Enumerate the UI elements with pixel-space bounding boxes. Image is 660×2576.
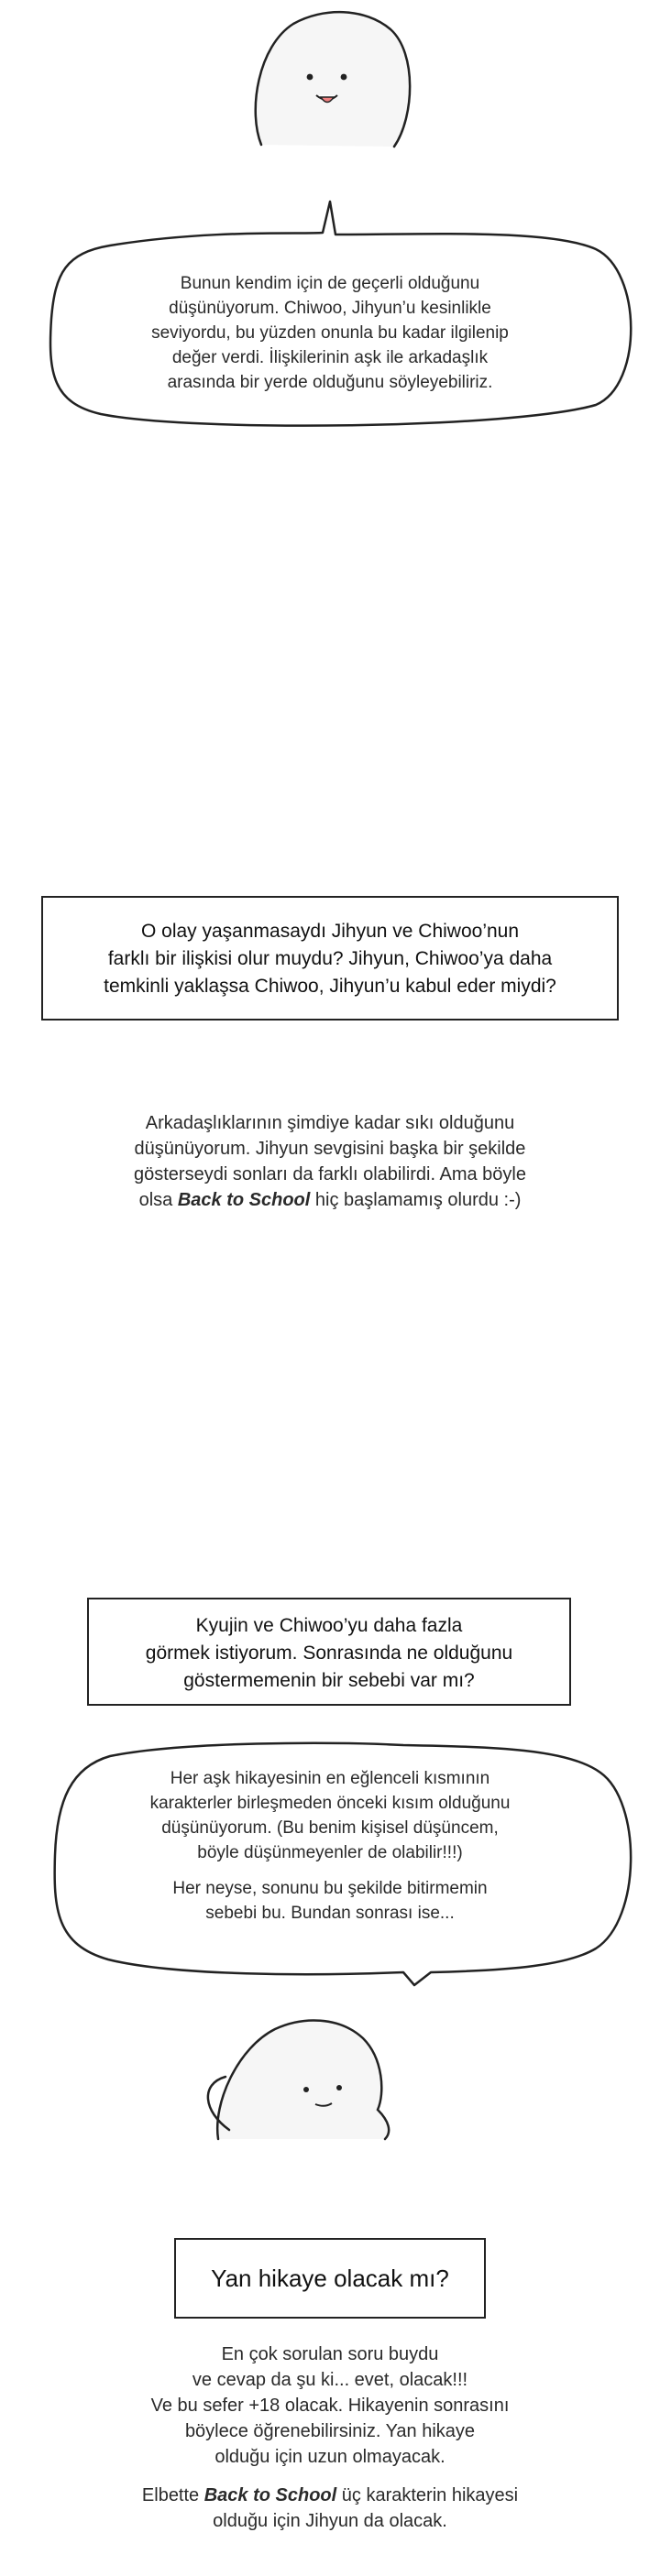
question-line: temkinli yaklaşsa Chiwoo, Jihyun’u kabul eder miydi? [104,976,556,997]
question-line: görmek istiyorum. Sonrasında ne olduğunu [145,1643,513,1664]
question-line: O olay yaşanmasaydı Jihyun ve Chiwoo’nun [140,921,520,942]
answer-3-text [55,2341,605,2534]
mascot-left-eye [307,74,314,81]
answer-text-prefix: Elbette [141,2485,204,2505]
bubble-line: karakterler birleşmeden önceki kısım olduğunu [149,1794,511,1813]
bubble-line: böyle düşünmeyenler de olabilir!!!) [197,1843,463,1862]
mascot-character-top [0,0,660,183]
answer-line: olduğu için uzun olmayacak. [214,2447,446,2467]
answer-text-suffix: hiç başlamamış olurdu :-) [310,1190,522,1210]
bubble-line: arasında bir yerde olduğunu söyleyebiliriz. [167,373,493,392]
mascot-body [256,12,410,147]
bubble-line: düşünüyorum. (Bu benim kişisel düşüncem, [161,1818,499,1838]
mascot-waving-body [217,2021,389,2139]
mascot-waving-left-eye [303,2087,309,2092]
answer-line: olduğu için Jihyun da olacak. [213,2511,447,2531]
answer-text-suffix: üç karakterin hikayesi [336,2485,519,2505]
mascot-character-waving [0,1992,660,2148]
bubble-line: Her aşk hikayesinin en eğlenceli kısmının [170,1769,490,1788]
answer-text-prefix: olsa [138,1190,178,1210]
mascot-right-eye [341,74,347,81]
question-3-text [174,2263,486,2294]
answer-line: gösterseydi sonları da farklı olabilirdi. Ama böyle [134,1164,526,1184]
speech-bubble-1-text [73,271,587,395]
bubble-line: Her neyse, sonunu bu şekilde bitirmemin [172,1879,488,1898]
question-2-text [96,1612,562,1695]
bubble-line: seviyordu, bu yüzden onunla bu kadar ilgilenip [151,323,509,343]
question-line: Yan hikaye olacak mı? [211,2265,449,2292]
series-title: Back to School [177,1190,311,1210]
bubble-line: Bunun kendim için de geçerli olduğunu [180,274,480,293]
question-line: göstermemenin bir sebebi var mı? [183,1670,475,1691]
answer-2-text [73,1766,587,1926]
question-line: farklı bir ilişkisi olur muydu? Jihyun, Chiwoo’ya daha [107,948,553,969]
answer-line: Ve bu sefer +18 olacak. Hikayenin sonrasını [150,2396,510,2416]
answer-line: Arkadaşlıklarının şimdiye kadar sıkı olduğunu [145,1113,515,1133]
bubble-line: değer verdi. İlişkilerinin aşk ile arkadaşlık [171,348,489,367]
question-line: Kyujin ve Chiwoo’yu daha fazla [195,1615,463,1636]
answer-line [55,2483,605,2508]
answer-line: En çok sorulan soru buydu [221,2344,439,2364]
bubble-line: düşünüyorum. Chiwoo, Jihyun’u kesinlikle [169,299,491,318]
bubble-line: sebebi bu. Bundan sonrası ise... [205,1904,455,1923]
mascot-waving-right-eye [336,2085,342,2090]
answer-1-text [55,1110,605,1213]
answer-line: düşünüyorum. Jihyun sevgisini başka bir şekilde [134,1139,526,1159]
question-1-text [55,918,605,1000]
series-title: Back to School [204,2485,337,2505]
answer-line: ve cevap da şu ki... evet, olacak!!! [192,2370,468,2390]
answer-line: böylece öğrenebilirsiniz. Yan hikaye [184,2421,476,2441]
answer-line-last [55,1187,605,1213]
